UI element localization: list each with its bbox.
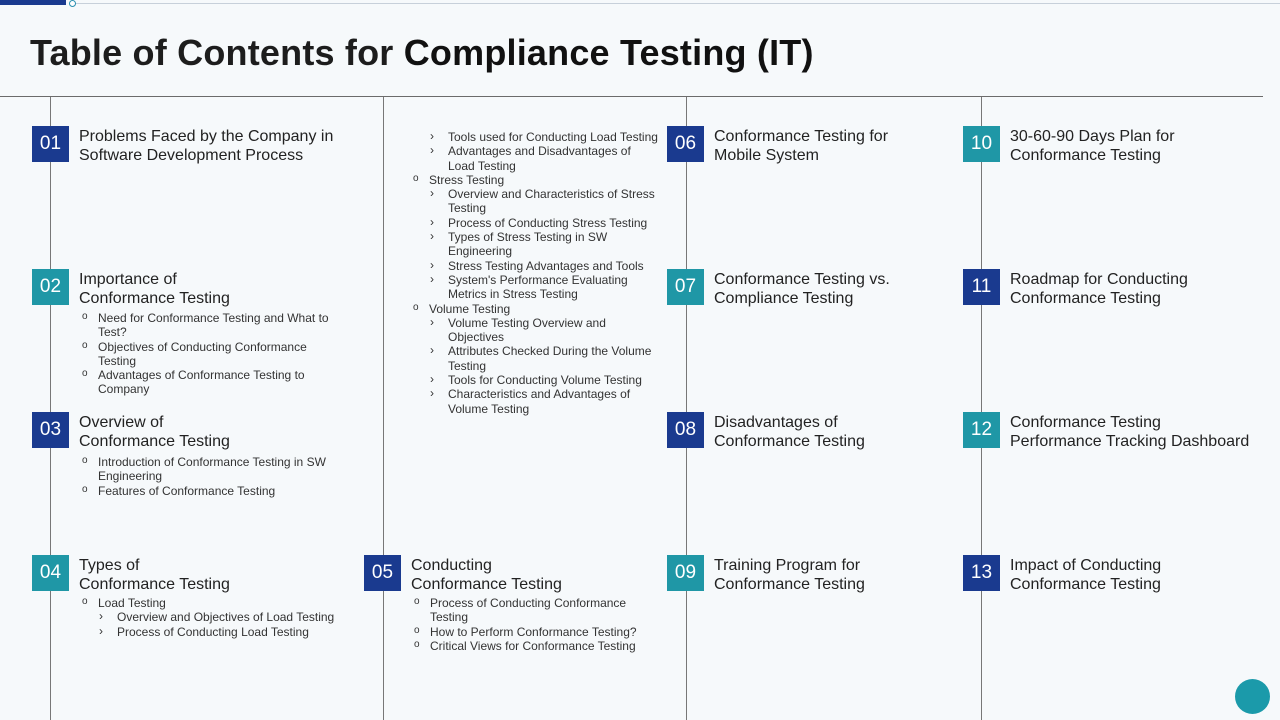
sub-item[interactable]: › Process of Conducting Stress Testing	[410, 216, 660, 230]
toc-heading: Conformance Testing Performance Tracking Dashboard	[1010, 414, 1250, 450]
header-divider	[0, 96, 1263, 97]
sub-item[interactable]: o Volume Testing	[410, 302, 660, 316]
sub-item[interactable]: › Tools for Conducting Volume Testing	[410, 373, 660, 387]
toc-number-badge: 11	[963, 269, 1000, 305]
toc-sublist	[79, 455, 341, 498]
top-rule	[72, 3, 1280, 4]
toc-heading: Conformance Testing for Mobile System	[714, 128, 889, 164]
title-part-2: Compliance Testing (IT)	[403, 32, 814, 73]
toc-number-badge: 09	[667, 555, 704, 591]
toc-heading: Overview of Conformance Testing	[79, 414, 230, 450]
toc-sublist	[411, 596, 661, 653]
sub-item[interactable]: › System's Performance Evaluating Metrics in Stress Testing	[410, 273, 660, 302]
sub-item[interactable]: o Stress Testing	[410, 173, 660, 187]
sub-item[interactable]: › Advantages and Disadvantages of Load Testing	[410, 144, 660, 173]
top-rule-dot	[69, 0, 76, 7]
sub-item[interactable]: o Process of Conducting Conformance Testing	[411, 596, 661, 625]
toc-sublist	[79, 596, 341, 639]
toc-heading: Problems Faced by the Company in Software Development Process	[79, 128, 334, 164]
toc-number-badge: 04	[32, 555, 69, 591]
sub-item[interactable]: › Process of Conducting Load Testing	[79, 625, 341, 639]
sub-item[interactable]: › Stress Testing Advantages and Tools	[410, 259, 660, 273]
sub-item[interactable]: › Types of Stress Testing in SW Engineering	[410, 230, 660, 259]
sub-item[interactable]: o Critical Views for Conformance Testing	[411, 639, 661, 653]
toc-heading: 30-60-90 Days Plan for Conformance Testing	[1010, 128, 1175, 164]
toc-number-badge: 12	[963, 412, 1000, 448]
toc-number-badge: 02	[32, 269, 69, 305]
toc-number-badge: 05	[364, 555, 401, 591]
column-divider-4	[981, 97, 982, 720]
sub-item[interactable]: › Characteristics and Advantages of Volume Testing	[410, 387, 660, 416]
toc-heading: Importance of Conformance Testing	[79, 271, 230, 307]
toc-heading: Roadmap for Conducting Conformance Testing	[1010, 271, 1188, 307]
toc-number-badge: 01	[32, 126, 69, 162]
toc-heading: Disadvantages of Conformance Testing	[714, 414, 865, 450]
page-title	[30, 32, 814, 74]
toc-heading: Conducting Conformance Testing	[411, 557, 562, 593]
toc-heading: Training Program for Conformance Testing	[714, 557, 865, 593]
sub-item[interactable]: o Load Testing	[79, 596, 341, 610]
sub-item[interactable]: o Advantages of Conformance Testing to Company	[79, 368, 341, 397]
sub-item[interactable]: o How to Perform Conformance Testing?	[411, 625, 661, 639]
column-divider-1	[50, 97, 51, 720]
sub-item[interactable]: › Overview and Objectives of Load Testing	[79, 610, 341, 624]
sub-item[interactable]: o Objectives of Conducting Conformance Testing	[79, 340, 341, 369]
toc-heading: Types of Conformance Testing	[79, 557, 230, 593]
column-divider-3	[686, 97, 687, 720]
toc-number-badge: 07	[667, 269, 704, 305]
toc-heading: Conformance Testing vs. Compliance Testing	[714, 271, 890, 307]
sub-item[interactable]: o Need for Conformance Testing and What to Test?	[79, 311, 341, 340]
toc-number-badge: 06	[667, 126, 704, 162]
toc-sublist	[79, 311, 341, 397]
sub-item[interactable]: › Tools used for Conducting Load Testing	[410, 130, 660, 144]
toc-number-badge: 10	[963, 126, 1000, 162]
sub-item[interactable]: › Overview and Characteristics of Stress Testing	[410, 187, 660, 216]
toc-number-badge: 03	[32, 412, 69, 448]
column-divider-2	[383, 97, 384, 720]
top-accent-bar	[0, 0, 66, 5]
sub-item[interactable]: o Features of Conformance Testing	[79, 484, 341, 498]
toc-continuation-list	[410, 130, 660, 416]
toc-number-badge: 13	[963, 555, 1000, 591]
sub-item[interactable]: › Attributes Checked During the Volume Testing	[410, 344, 660, 373]
title-part-1: Table of Contents for	[30, 32, 404, 73]
sub-item[interactable]: › Volume Testing Overview and Objectives	[410, 316, 660, 345]
toc-number-badge: 08	[667, 412, 704, 448]
corner-accent-dot	[1235, 679, 1270, 714]
toc-heading: Impact of Conducting Conformance Testing	[1010, 557, 1162, 593]
sub-item[interactable]: o Introduction of Conformance Testing in SW Engineering	[79, 455, 341, 484]
